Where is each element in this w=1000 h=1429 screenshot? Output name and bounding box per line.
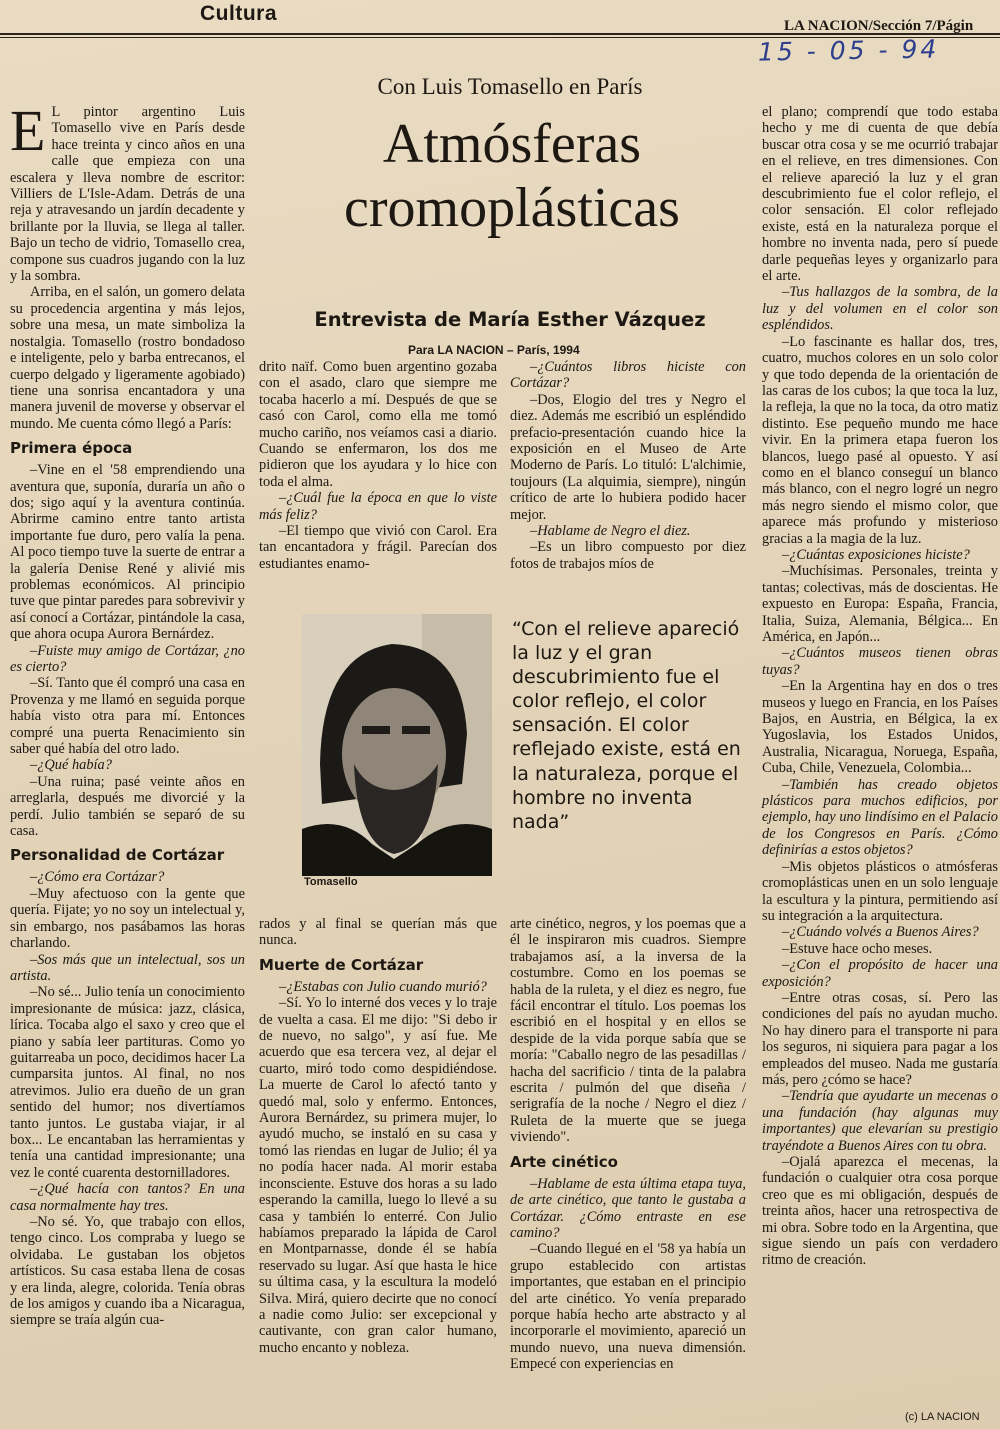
copyright-footer: (c) LA NACION [905, 1411, 980, 1423]
answer: –Mis objetos plásticos o atmósferas cromoplásticas unen en un solo lenguaje la escultura y la pintura, permitiendo así su integración a la arquitectura. [762, 858, 998, 924]
question: –Sos más que un intelectual, sos un artista. [10, 951, 245, 984]
question: –¿Cuántos libros hiciste con Cortázar? [510, 359, 746, 392]
answer: –Muy afectuoso con la gente que quería. Fijate; yo no soy un intelectual y, sin embargo, nos pasábamos las horas charlando. [10, 885, 245, 952]
answer: –Entre otras cosas, sí. Pero las condiciones del país no ayudan mucho. No hay dinero para el transporte ni para los seguros, ni siquiera para pagar a los empleados del museo. Nada me gustaría más, pero ¿cómo se hace? [762, 989, 998, 1088]
article-byline: Entrevista de María Esther Vázquez [314, 308, 706, 331]
question: –¿Cuál fue la época en que lo viste más feliz? [259, 490, 497, 523]
paragraph: Arriba, en el salón, un gomero delata su procedencia argentina y más lejos, sobre una mesa, un mate simboliza la nostalgia. Tomasello (rostro bondadoso e inteligente, pelo y barba entrecanos, el cuerpo delgado y ligeramente agobiado) tiene una sonrisa encantadora y una manera juvenil de moverse y observar el mundo. Me cuenta cómo llegó a París: [10, 284, 245, 432]
section-title: Cultura [200, 2, 277, 25]
question: –Fuiste muy amigo de Cortázar, ¿no es cierto? [10, 642, 245, 675]
answer-continued: arte cinético, negros, y los poemas que a él le inspiraron mis cuadros. Siempre trabajamos así, a la inversa de la costumbre. Como en los poemas se habla de la ruleta, y el diez es negro, fue fácil encontrar el título. Los poemas los escribió en el hospital y en ellos se despide de la vida porque sabía que se moría: "Caballo negro de las pesadillas / hacha del sacrificio / tinta de la palabra escrita / pulmón del que diseña / serigrafía de la noche / Negro el diez / Ruleta de la muerte que se juega viviendo". [510, 916, 746, 1146]
subhead-personalidad: Personalidad de Cortázar [10, 846, 225, 865]
answer: –Muchísimas. Personales, treinta y tantas; colectivas, más de doscientas. He expuesto en Europa: España, Francia, Italia, Suiza, Alemania, Bélgica... En América, en Japón... [762, 563, 998, 645]
answer: –Dos, Elogio del tres y Negro el diez. Además me escribió un espléndido prefacio-presentación cuando hice la exposición en el Museo de Arte Moderno de París. Lo tituló: L'alchimie, toujours (La alquimia, siempre), ningún crítico de arte lo hubiera podido hacer mejor. [510, 391, 746, 523]
question: –¿Cuántas exposiciones hiciste? [782, 546, 970, 563]
answer: –Sí. Yo lo interné dos veces y lo traje de vuelta a casa. El me dijo: "Si debo ir de nuevo, no salgo", y así fue. Me acuerdo que esa tercera vez, al dejar el cuarto, miró todo como despidiéndose. La muerte de Carol lo afectó tanto y quedó mal, solo y enfermo. Entonces, Aurora Bernárdez, su primera mujer, lo ayudó mucho, se instaló en su casa y tomó las riendas en lugar de Julio; él ya no podía hacer nada. Al morir estaba inconsciente. Estuve dos horas a su lado esperando la camilla, luego lo llevé a su casa y también lo enterré. Con Julio habíamos preparado la lápida de Carol en Montparnasse, donde él se había reservado su lugar. Así que hasta le hice su última casa, y la escultura la modeló Silva. Mirá, quiero decirte que no conocí a nadie como Julio: ser excepcional y cautivante, con gran calor humano, mucho encanto y nobleza. [259, 995, 497, 1356]
answer-continued: rados y al final se querían más que nunca. [259, 916, 497, 949]
lead-paragraph: E L pintor argentino Luis Tomasello vive en París desde hace treinta y cinco años en una calle que empieza con una escalera y lleva nombre de escritor: Villiers de L'Isle-Adam. Detrás de una reja y atravesando un jardín decadente y brillante por la lluvia, se llega al taller. Bajo un techo de vidrio, Tomasello crea, compone sus cuadros jugando con la luz y la sombra. [10, 98, 245, 285]
answer: –Estuve hace ocho meses. [782, 940, 933, 957]
column-4 [762, 104, 998, 1269]
question: –¿Qué había? [30, 757, 112, 774]
question: –¿Con el propósito de hacer una exposición? [762, 957, 998, 990]
subhead-primera-epoca: Primera época [10, 439, 133, 458]
question: –Tendría que ayudarte un mecenas o una fundación (hay algunas muy importantes) que elevarían su prestigio trayéndote a Buenos Aires con tu obra. [762, 1088, 998, 1154]
answer: –Sí. Tanto que él compró una casa en Provenza y me llamó en seguida porque había visto otra para mí. Entonces compré una puerta Renacimiento sin saber qué había del otro lado. [10, 675, 245, 758]
question: –¿Cuándo volvés a Buenos Aires? [782, 924, 979, 941]
answer: –Ojalá aparezca el mecenas, la fundación o cualquier otra cosa porque creo que es mi obligación, después de treinta años, hacer una retrospectiva de mi obra. Sobre todo en la Argentina, que sigue siendo un país con verdadero ritmo de creación. [762, 1154, 998, 1269]
question: –Tus hallazgos de la sombra, de la luz y del volumen en el color son espléndidos. [762, 284, 998, 334]
pull-quote: “Con el relieve apareció la luz y el gran descubrimiento fue el color reflejo, el color sensación. El color reflejado existe, está en la naturaleza, porque el hombre no inventa nada” [512, 618, 741, 833]
question: –¿Estabas con Julio cuando murió? [279, 978, 487, 995]
column-1 [10, 98, 245, 1329]
answer: –Es un libro compuesto por diez fotos de trabajos míos de [510, 539, 746, 572]
answer: –No sé... Julio tenía un conocimiento impresionante de música: jazz, clásica, lírica. Tocaba algo el saxo y creo que el piano y sabía leer partituras. Como yo guitarreaba un poco, decidimos hacer La cumparsita juntos. Al final, no nos atrevimos. Julio era dueño de un gran sentido del humor; nos divertíamos tanto juntos. Le gustaba viajar, ir al box... Le encantaban las herramientas y tenía una cantidad impresionante; una vez le conté cuarenta destornilladores. [10, 984, 245, 1181]
article-headline: Atmósferas cromoplásticas [344, 113, 680, 239]
portrait-photo [302, 614, 492, 876]
subhead-muerte: Muerte de Cortázar [259, 955, 424, 974]
answer: –En la Argentina hay en dos o tres museos y luego en Francia, en los Países Bajos, en Austria, en Bélgica, la ex Yugoslavia, los Estados Unidos, Australia, Nicaragua, Noruega, España, Cuba, Chile, Venezuela, Colombia... [762, 678, 998, 777]
answer-continued: drito naïf. Como buen argentino gozaba con el asado, claro que siempre me tocaba hacerlo a mí. Después de que se casó con Carol, como ella me tomó mucho cariño, nos veíamos casi a diario. Cuando se enfermaron, los dos me pidieron que los ayudara y lo hice con toda el alma. [259, 359, 497, 490]
answer-continued: el plano; comprendí que todo estaba hecho y me di cuenta de que debía buscar otra cosa y se me ocurrió trabajar en el relieve, en tres dimensiones. Con el relieve apareció la luz y el gran descubrimiento fue el color reflejo, el color sensación. El color reflejado existe, está en la naturaleza porque el hombre no inventa nada, pero sí puede darle pequeñas leyes y organizarlo para el arte. [762, 104, 998, 285]
answer: –Vine en el '58 emprendiendo una aventura que, suponía, duraría un año o dos; sigo aquí y la aventura continúa. Abrirme camino entre tanto artista importante fue duro, pero valía la pena. Al poco tiempo tuve la suerte de entrar a la galería Denise René y alivié mis problemas económicos. Al principio tuve que pintar paredes para sobrevivir y así conocí a Cortázar, pintándole la casa, que ahora ocupa Aurora Bernárdez. [10, 462, 245, 643]
answer: –No sé. Yo, que trabajo con ellos, tengo cinco. Los compraba y luego se olvidaba. Le gustaban los objetos artísticos. Su casa estaba llena de cosas y era linda, alegre, colorida. Tenía obras de los amigos y cuando iba a Nicaragua, siempre se traía algún cua- [10, 1214, 245, 1329]
question: –También has creado objetos plásticos para muchos edificios, por ejemplo, hay uno lindísimo en el Palacio de los Congresos en París. ¿Cómo definirías a estos objetos? [762, 776, 998, 859]
column-2-upper [259, 359, 497, 572]
drop-cap: E [10, 98, 46, 163]
source-page: LA NACION/Sección 7/Págin [784, 18, 974, 34]
article-dateline: Para LA NACION – París, 1994 [408, 343, 580, 357]
article-kicker: Con Luis Tomasello en París [377, 74, 643, 99]
photo-caption: Tomasello [304, 876, 358, 888]
answer: –Lo fascinante es hallar dos, tres, cuatro, muchos colores en un solo color y que todo dependa de la orientación de las caras de los cubos; la que toca la luz, la refleja, la que no la toca, da otro matiz distinto. Ese pequeño mundo me hace vivir. En la primera etapa fueron los blancos, luego pasé al opuesto. Y así como en el blanco conseguí un blanco más blanco, con el negro logré un negro más negro siendo el mismo color, que aparece más profundo y misterioso gracias a la magia de la luz. [762, 333, 998, 547]
subhead-arte-cinetico: Arte cinético [510, 1152, 618, 1171]
question: –Hablame de Negro el diez. [530, 523, 691, 540]
column-3-lower [510, 916, 746, 1373]
answer: –Cuando llegué en el '58 ya había un grupo establecido con artistas importantes, que estaban en el principio del arte cinético. Yo venía preparado porque había hecho arte abstracto y al incorporarle el movimiento, apareció un mundo nuevo, una nueva dimensión. Empecé con experiencias en [510, 1241, 746, 1373]
column-3-upper [510, 359, 746, 572]
question: –¿Cómo era Cortázar? [30, 869, 165, 886]
column-2-lower [259, 916, 497, 1356]
handwritten-date: 15 - 05 - 94 [757, 34, 940, 67]
answer: –El tiempo que vivió con Carol. Era tan encantadora y frágil. Parecían dos estudiantes enamo- [259, 523, 497, 572]
question: –¿Qué hacía con tantos? En una casa normalmente hay tres. [10, 1181, 245, 1214]
answer: –Una ruina; pasé veinte años en arreglarla, después me divorcié y la perdí. Julio también se separó de su casa. [10, 773, 245, 840]
question: –¿Cuántos museos tienen obras tuyas? [762, 645, 998, 678]
header-rule [0, 33, 1000, 35]
question: –Hablame de esta última etapa tuya, de arte cinético, que tanto le gustaba a Cortázar. ¿Cómo entraste en ese camino? [510, 1175, 746, 1241]
